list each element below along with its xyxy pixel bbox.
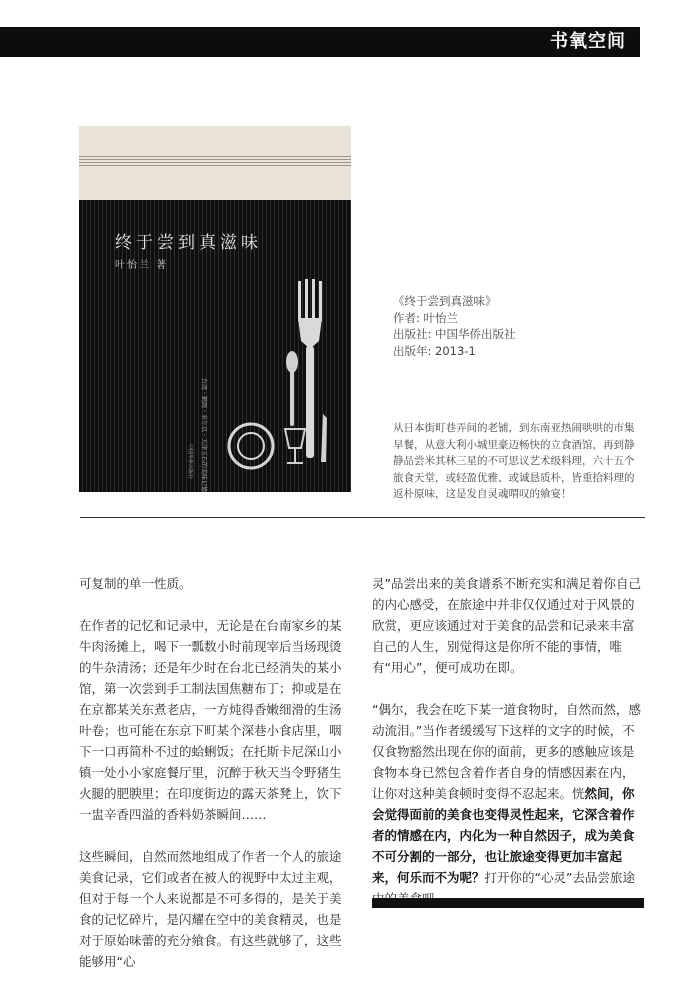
book-author: 作者: 叶怡兰 [393,310,459,325]
cover-title: 终于尝到真滋味 [115,233,262,253]
book-title: 《终于尝到真滋味》 [393,294,497,308]
book-description: 从日本街町巷弄间的老铺，到东南亚热闹哄哄的市集早餐，从意大利小城里豪迈畅快的立食酒馆，再到静静品尝米其林三星的不可思议艺术级料理，六十五个旅食天堂，或轻盈优雅、或诚恳质朴，皆重拾料理的返朴原味，这是发自灵魂喟叹的飨宴！ [393,422,635,500]
article-paragraph: 灵”品尝出来的美食谱系不断充实和满足着你自己的内心感受，在旅途中并非仅仅通过对于风景的欣赏，更应该通过对于美食的品尝和记录来丰富自己的人生，别觉得这是你所不能的事情，唯有“用心”，便可成功在即。 [372,576,641,675]
book-year: 出版年: 2013-1 [393,343,476,358]
cover-side-text [79,126,351,492]
article-text: “偶尔，我会在吃下某一道食物时，自然而然，感动流泪。”当作者缓缓写下这样的文字的时候，不仅食物豁然出现在你的面前，更多的感触应该是食物本身已然包含着作者自身的情感因素在内，让你对这种美食顿时变得不忍起来。恍 [372,702,641,801]
article-paragraph: 在作者的记忆和记录中，无论是在台南家乡的某牛肉汤摊上，喝下一瓢数小时前现宰后当场现烫的牛杂清汤；还是年少时在台北已经消失的某小馆，第一次尝到手工制法国焦糖布丁；抑或是在在京都某关东煮老店，一方炖得香嫩细滑的生汤叶卷；也可能在东京下町某个深巷小食店里，咽下一口再简朴不过的蛤蜊饭；在托斯卡尼深山小镇一处小小家庭餐厅里，沉醉于秋天当令野猪生火腿的肥腴里；在印度街边的露天茶凳上，饮下一盅辛香四溢的香料奶茶瞬间…… [79,618,342,822]
article-paragraph: 这些瞬间，自然而然地组成了作者一个人的旅途美食记录，它们或者在被人的视野中太过主观，但对于每一个人来说都是不可多得的，是关于美食的记忆碎片，是闪耀在空中的美食精灵，也是对于原始味蕾的充分飨食。有这些就够了，这些能够用“心 [79,849,342,969]
article-column-left [79,573,351,993]
cover-spine-text: 台湾・鹤岡・米尔以・天津玉石的美味记憶 [200,378,207,492]
header-bar [0,27,640,57]
cover-author: 叶怡兰 著 [115,260,169,271]
section-title: 书氧空间 [550,31,626,52]
cover-publisher: 中国华侨出版社 [187,444,193,480]
divider [80,517,645,518]
article-column-right [372,573,644,930]
article-paragraph: 可复制的单一性质。 [79,576,192,591]
book-info [393,293,516,359]
book-cover [79,126,351,492]
book-publisher: 出版社: 中国华侨出版社 [393,327,516,341]
footer-bar [372,898,644,908]
article-paragraph [372,699,644,909]
article-emphasis: 然间，你会觉得面前的美食也变得灵性起来，它深含着作者的情感在内，内化为一种自然因子，成为美食不可分割的一部分，也让旅途变得更加丰富起来，何乐而不为呢？ [372,786,635,885]
article-text: 打开你的“心灵”去品尝旅途 [484,870,635,885]
